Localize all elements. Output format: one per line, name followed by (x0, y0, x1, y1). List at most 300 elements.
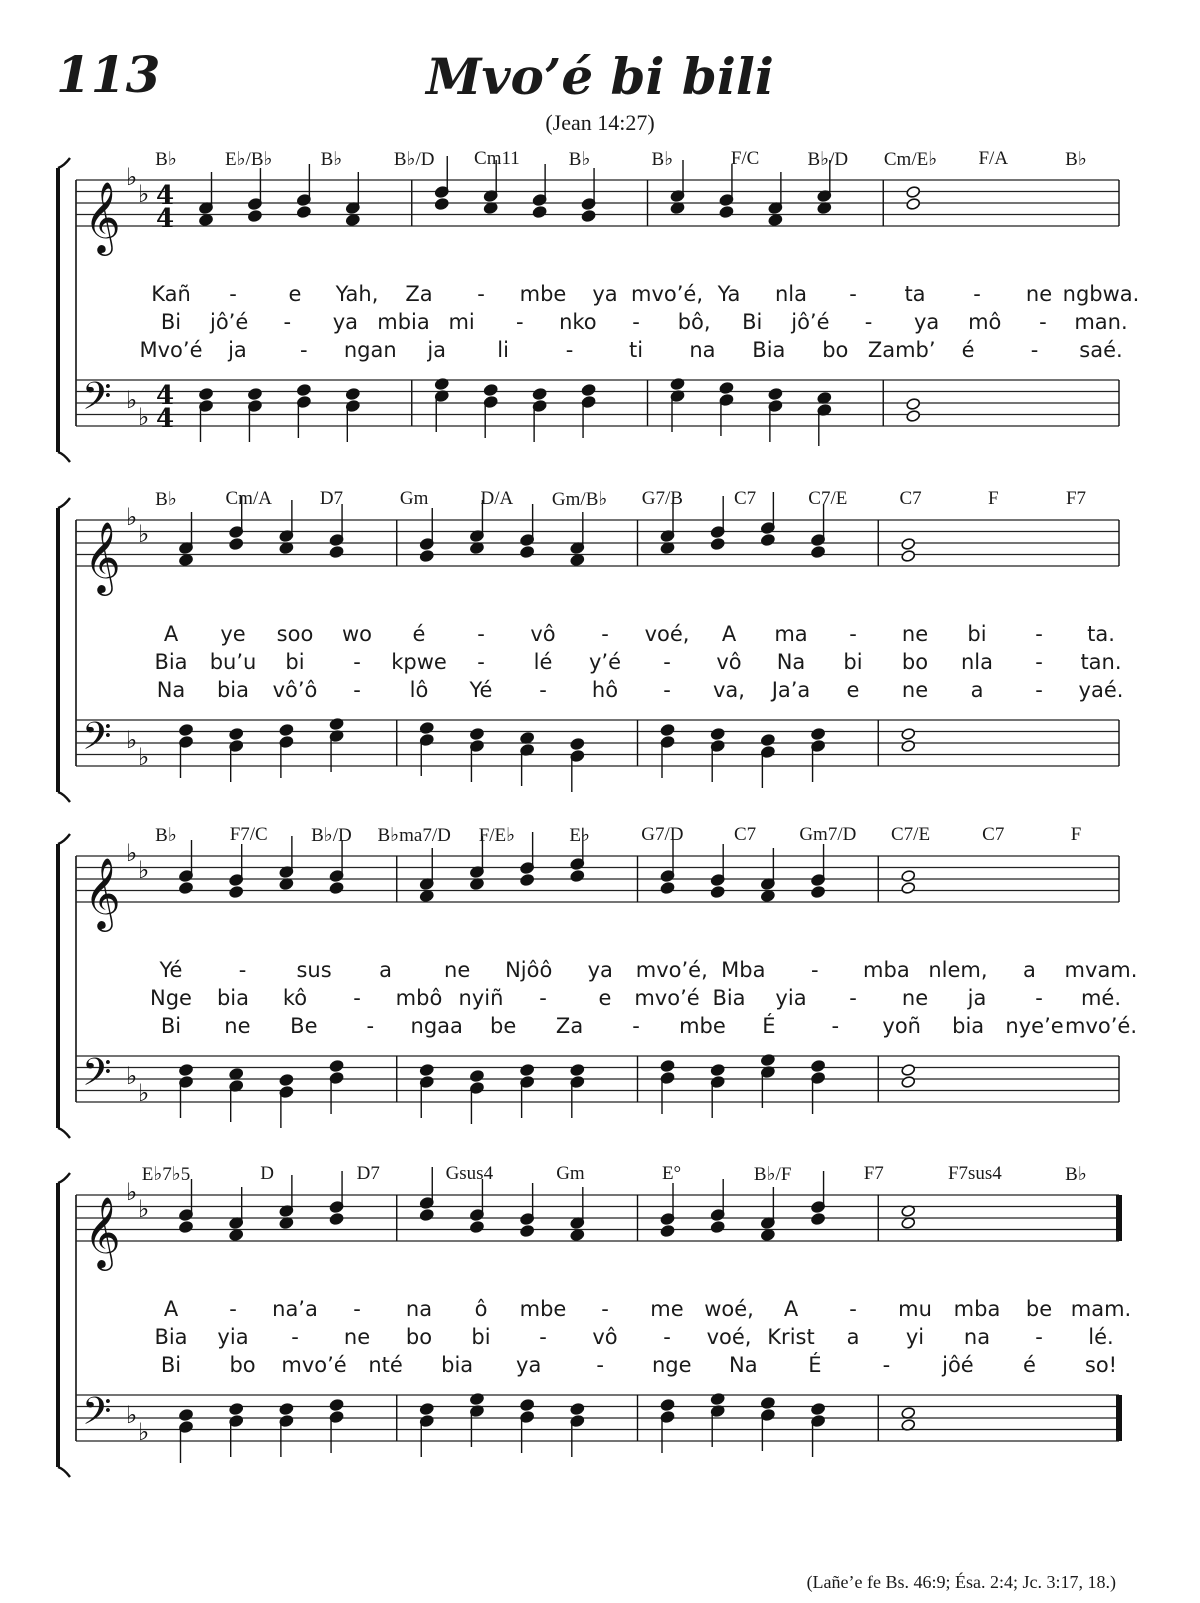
lyric-syllable: ne (901, 622, 929, 646)
note-head (811, 1213, 826, 1226)
lyric-syllable: bia (216, 678, 250, 702)
note-head (719, 382, 734, 395)
lyric-syllable: Bi (742, 310, 763, 334)
note-head (179, 1409, 194, 1422)
note-head (570, 738, 585, 751)
lyric-syllable: vô (716, 650, 742, 674)
lyric-syllable: ya (913, 310, 940, 334)
lyric-syllable: mvo’é. (1064, 1014, 1138, 1038)
lyric-syllable: bia (441, 1353, 474, 1377)
lyric-syllable: - (849, 282, 857, 306)
note-head (483, 384, 498, 397)
time-signature: 4 (156, 181, 175, 211)
lyric-syllable: é (961, 338, 975, 362)
flat-icon: ♭ (138, 520, 150, 548)
note-head (248, 210, 263, 223)
footer-reference: (Lañe’e fe Bs. 46:9; Ésa. 2:4; Jc. 3:17, 18.) (806, 1572, 1116, 1592)
lyric-syllable: ta. (1087, 622, 1115, 646)
lyric-syllable: ngaa (410, 1014, 463, 1038)
lyric-syllable: Njôô (505, 958, 553, 982)
lyric-syllable: bu’u (209, 650, 257, 674)
lyric-syllable: mvam. (1064, 958, 1138, 982)
lyric-syllable: ngbwa. (1062, 282, 1140, 306)
lyric-syllable: e (598, 986, 612, 1010)
treble-staff (76, 180, 1119, 226)
chord-symbol: G7/B (641, 488, 683, 509)
lyric-syllable: nté (368, 1353, 403, 1377)
note-head (229, 1403, 244, 1416)
chord-symbol: F/E♭ (478, 825, 516, 846)
chord-symbol: Gm/B♭ (551, 489, 608, 510)
note-head (760, 534, 775, 547)
note-head (345, 214, 360, 227)
note-head (570, 1229, 585, 1242)
music-system (46, 140, 1140, 460)
lyric-syllable: - (601, 1297, 609, 1321)
lyric-syllable: bi (471, 1325, 491, 1349)
chord-symbol: D7 (319, 488, 344, 509)
note-head (279, 724, 294, 737)
bass-clef-icon: 𝄢 (82, 1388, 112, 1443)
lyric-syllable: Mvo’é (139, 338, 203, 362)
chord-symbol: E♭ (569, 825, 590, 846)
lyric-syllable: Bi (160, 310, 182, 334)
chord-symbol: C7 (982, 824, 1005, 845)
note-head (710, 886, 725, 899)
lyric-syllable: - (663, 1325, 671, 1349)
lyric-syllable: Kañ (151, 282, 191, 306)
scripture-reference: (Jean 14:27) (545, 110, 655, 135)
bass-staff (76, 380, 1119, 426)
lyric-syllable: - (1035, 678, 1043, 702)
chord-symbol: B♭ (1065, 149, 1087, 170)
lyric-syllable: ti (628, 338, 644, 362)
lyric-syllable: mvo’é (634, 986, 700, 1010)
note-head (419, 1403, 434, 1416)
chord-symbol: F (1070, 824, 1082, 845)
lyric-syllable: me (650, 1297, 684, 1321)
note-head (296, 384, 311, 397)
lyric-syllable: - (477, 622, 485, 646)
lyric-syllable: Yé (469, 678, 493, 702)
lyric-syllable: ya (332, 310, 359, 334)
lyric-syllable: ma (774, 622, 808, 646)
lyric-syllable: na (405, 1297, 433, 1321)
note-head (811, 1403, 826, 1416)
lyric-syllable: Za (405, 282, 433, 306)
lyric-syllable: Bia (752, 338, 786, 362)
treble-clef-icon: 𝄞 (84, 856, 121, 929)
treble-clef-icon: 𝄞 (84, 520, 121, 593)
lyric-syllable: Yé (159, 958, 183, 982)
note-head (248, 388, 263, 401)
hymn-title: Mvo’é bi bili (426, 47, 774, 106)
flat-icon: ♭ (126, 1062, 138, 1090)
lyric-syllable: e (846, 678, 860, 702)
note-head (901, 728, 916, 741)
note-head (570, 870, 585, 883)
music-system (46, 480, 1136, 800)
chord-symbol: F7 (863, 1163, 884, 1184)
lyric-syllable: voé, (644, 622, 690, 646)
lyric-syllable: - (283, 310, 292, 334)
lyric-syllable: saé. (1079, 338, 1123, 362)
chord-symbol: C7/E (891, 824, 931, 845)
note-head (229, 886, 244, 899)
flat-icon: ♭ (138, 403, 150, 431)
note-head (906, 186, 921, 199)
note-head (811, 886, 826, 899)
note-head (901, 740, 916, 753)
lyric-syllable: sus (296, 958, 332, 982)
note-head (520, 546, 535, 559)
note-head (329, 1213, 344, 1226)
lyric-syllable: - (811, 958, 819, 982)
lyric-syllable: Ja’a (771, 678, 811, 702)
lyric-syllable: lé. (1088, 1325, 1114, 1349)
lyric-syllable: voé, (706, 1325, 752, 1349)
flat-icon: ♭ (138, 1195, 150, 1223)
lyric-syllable: mam. (1070, 1297, 1132, 1321)
lyric-syllable: bô, (677, 310, 711, 334)
note-head (532, 206, 547, 219)
lyric-syllable: ya (516, 1353, 542, 1377)
note-head (901, 538, 916, 551)
lyric-syllable: Yah, (335, 282, 379, 306)
lyric-syllable: yaé. (1078, 678, 1124, 702)
lyric-syllable: - (601, 622, 609, 646)
flat-icon: ♭ (138, 1418, 150, 1446)
chord-symbol: E° (661, 1163, 682, 1184)
lyric-syllable: ye (220, 622, 246, 646)
time-signature: 4 (156, 381, 175, 411)
note-head (229, 1229, 244, 1242)
lyric-syllable: - (1039, 310, 1047, 334)
lyric-syllable: vô (530, 622, 556, 646)
note-head (660, 1399, 675, 1412)
lyric-syllable: a (1023, 958, 1036, 982)
lyric-syllable: - (849, 622, 857, 646)
lyric-syllable: ta (904, 282, 926, 306)
note-head (470, 1221, 485, 1234)
flat-icon: ♭ (126, 726, 138, 754)
note-head (710, 538, 725, 551)
note-head (570, 1064, 585, 1077)
lyric-syllable: mba (863, 958, 910, 982)
note-head (520, 874, 535, 887)
lyric-syllable: ja (427, 338, 447, 362)
note-head (179, 554, 194, 567)
lyric-syllable: na (963, 1325, 991, 1349)
note-head (660, 1060, 675, 1073)
lyric-syllable: Zamb’ (867, 338, 936, 362)
lyric-syllable: ngan (343, 338, 397, 362)
lyric-syllable: nla (960, 650, 994, 674)
lyric-syllable: - (831, 1014, 840, 1038)
note-head (470, 728, 485, 741)
lyric-syllable: y’é (588, 650, 622, 674)
note-head (901, 870, 916, 883)
lyric-syllable: Mba (721, 958, 766, 982)
note-head (179, 882, 194, 895)
bass-clef-icon: 𝄢 (82, 373, 112, 428)
note-head (660, 882, 675, 895)
chord-symbol: F/C (730, 148, 760, 169)
chord-symbol: D (260, 1163, 274, 1184)
lyric-syllable: so! (1084, 1353, 1118, 1377)
note-head (532, 388, 547, 401)
flat-icon: ♭ (138, 743, 150, 771)
chord-symbol: F7 (1065, 488, 1087, 509)
lyric-syllable: Bi (160, 1014, 182, 1038)
lyric-syllable: - (1035, 650, 1043, 674)
lyric-syllable: bi (285, 650, 305, 674)
treble-clef-icon: 𝄞 (84, 1195, 121, 1268)
lyric-syllable: yia (217, 1325, 249, 1349)
note-head (901, 1076, 916, 1089)
lyric-syllable: bia (216, 986, 250, 1010)
music-system (46, 1155, 1136, 1475)
note-head (719, 206, 734, 219)
lyric-syllable: ne (1025, 282, 1053, 306)
chord-symbol: Gm7/D (799, 824, 857, 845)
note-head (419, 1209, 434, 1222)
chord-symbol: E♭/B♭ (224, 149, 273, 170)
lyric-syllable: É (762, 1014, 776, 1038)
note-head (434, 198, 449, 211)
lyric-syllable: - (353, 678, 361, 702)
lyric-syllable: be (490, 1014, 517, 1038)
note-head (199, 388, 214, 401)
lyric-syllable: - (882, 1353, 891, 1377)
lyric-syllable: ne (343, 1325, 371, 1349)
lyric-syllable: - (539, 986, 547, 1010)
chord-symbol: C7/E (808, 488, 848, 509)
chord-symbol: B♭ (568, 149, 591, 170)
note-head (760, 1229, 775, 1242)
note-head (811, 546, 826, 559)
lyric-syllable: woé, (704, 1297, 754, 1321)
lyric-syllable: a (846, 1325, 860, 1349)
lyric-syllable: bi (843, 650, 863, 674)
chord-symbol: E♭7♭5 (141, 1164, 191, 1185)
lyric-syllable: wo (341, 622, 373, 646)
note-head (570, 554, 585, 567)
lyric-syllable: ne (901, 986, 929, 1010)
lyric-syllable: man. (1074, 310, 1128, 334)
lyric-syllable: mbô (395, 986, 443, 1010)
note-head (901, 882, 916, 895)
lyric-syllable: lô (409, 678, 429, 702)
note-head (419, 890, 434, 903)
lyric-syllable: jô’é (791, 310, 830, 334)
lyric-syllable: mbe (679, 1014, 726, 1038)
lyric-syllable: yia (775, 986, 807, 1010)
note-head (520, 1399, 535, 1412)
chord-symbol: Cm/A (225, 488, 272, 509)
bass-clef-icon: 𝄢 (82, 1049, 112, 1104)
note-head (901, 550, 916, 563)
lyric-syllable: ya (587, 958, 613, 982)
lyric-syllable: - (291, 1325, 299, 1349)
lyric-syllable: nge (651, 1353, 692, 1377)
chord-symbol: F (987, 488, 999, 509)
lyric-syllable: bi (967, 622, 987, 646)
flat-icon: ♭ (126, 386, 138, 414)
note-head (906, 198, 921, 211)
note-head (419, 722, 434, 735)
chord-symbol: B♭/D (393, 149, 435, 170)
lyric-syllable: kô (282, 986, 308, 1010)
lyric-syllable: na (689, 338, 716, 362)
note-head (179, 724, 194, 737)
note-head (811, 728, 826, 741)
lyric-syllable: e (288, 282, 302, 306)
chord-symbol: C7 (899, 488, 922, 509)
lyric-syllable: - (663, 678, 671, 702)
lyric-syllable: - (1035, 622, 1043, 646)
chord-symbol: D/A (480, 488, 514, 509)
lyric-syllable: nlem, (928, 958, 988, 982)
lyric-syllable: lé (533, 650, 553, 674)
lyric-syllable: ya (592, 282, 618, 306)
lyric-syllable: - (353, 986, 361, 1010)
lyric-syllable: mé. (1080, 986, 1122, 1010)
lyric-syllable: - (1035, 1325, 1043, 1349)
note-head (229, 728, 244, 741)
lyric-syllable: Na (776, 650, 806, 674)
chord-symbol: C7 (733, 488, 757, 509)
note-head (660, 724, 675, 737)
flat-icon: ♭ (126, 503, 138, 531)
chord-symbol: F7sus4 (947, 1163, 1002, 1184)
chord-symbol: F/A (978, 148, 1009, 169)
lyric-syllable: - (596, 1353, 605, 1377)
lyric-syllable: a (970, 678, 984, 702)
lyric-syllable: a (379, 958, 393, 982)
lyric-syllable: - (238, 958, 247, 982)
note-head (329, 882, 344, 895)
note-head (768, 388, 783, 401)
lyric-syllable: - (229, 282, 237, 306)
note-head (470, 1070, 485, 1083)
lyric-syllable: - (632, 1014, 640, 1038)
flat-icon: ♭ (138, 1079, 150, 1107)
chord-symbol: B♭ (320, 149, 343, 170)
lyric-syllable: tan. (1080, 650, 1122, 674)
lyric-syllable: ne (224, 1014, 251, 1038)
lyric-syllable: ja (228, 338, 247, 362)
note-head (581, 384, 596, 397)
lyric-syllable: Bi (160, 1353, 182, 1377)
lyric-syllable: bia (952, 1014, 985, 1038)
lyric-syllable: mvo’é, (635, 958, 708, 982)
flat-icon: ♭ (126, 163, 138, 191)
lyric-syllable: A (163, 622, 179, 646)
flat-icon: ♭ (126, 1401, 138, 1429)
lyric-syllable: - (864, 310, 873, 334)
lyric-syllable: Bia (712, 986, 746, 1010)
lyric-syllable: va, (713, 678, 745, 702)
lyric-syllable: mvo’é (281, 1353, 347, 1377)
lyric-syllable: kpwe (391, 650, 447, 674)
lyric-syllable: A (783, 1297, 799, 1321)
chord-symbol: Gm (399, 488, 429, 509)
lyric-syllable: bo (405, 1325, 433, 1349)
time-signature: 4 (156, 204, 175, 234)
lyric-syllable: yi (905, 1325, 925, 1349)
lyric-syllable: bo (229, 1353, 256, 1377)
lyric-syllable: mbe (519, 282, 567, 306)
lyric-syllable: - (1035, 986, 1043, 1010)
lyric-syllable: Krist (767, 1325, 815, 1349)
chord-symbol: B♭ (1065, 1164, 1087, 1185)
note-head (179, 1221, 194, 1234)
flat-icon: ♭ (126, 839, 138, 867)
note-head (520, 1225, 535, 1238)
lyric-syllable: yoñ (882, 1014, 921, 1038)
chord-symbol: B♭ (651, 149, 674, 170)
lyric-syllable: A (163, 1297, 179, 1321)
lyric-syllable: ne (444, 958, 471, 982)
note-head (760, 734, 775, 747)
lyric-syllable: - (366, 1014, 375, 1038)
lyric-syllable: - (539, 678, 547, 702)
note-head (345, 388, 360, 401)
chord-symbol: Cm11 (474, 148, 520, 169)
time-signature: 4 (156, 404, 175, 434)
treble-clef-icon: 𝄞 (84, 180, 121, 253)
lyric-syllable: be (1025, 1297, 1053, 1321)
note-head (710, 1221, 725, 1234)
chord-symbol: B♭ma7/D (377, 825, 451, 846)
lyric-syllable: mô (968, 310, 1002, 334)
lyric-syllable: Bia (154, 1325, 188, 1349)
chord-symbol: B♭/F (753, 1164, 792, 1185)
note-head (710, 728, 725, 741)
note-head (329, 1399, 344, 1412)
note-head (811, 1060, 826, 1073)
note-head (760, 1397, 775, 1410)
lyric-syllable: ô (474, 1297, 488, 1321)
lyric-syllable: - (663, 650, 671, 674)
lyric-syllable: mba (953, 1297, 1001, 1321)
lyric-syllable: nye’e (1005, 1014, 1064, 1038)
note-head (296, 206, 311, 219)
chord-symbol: C7 (733, 824, 757, 845)
bass-clef-icon: 𝄢 (82, 713, 112, 768)
lyric-syllable: mbe (519, 1297, 567, 1321)
lyric-syllable: - (849, 1297, 857, 1321)
lyric-syllable: vô (592, 1325, 618, 1349)
chord-symbol: B♭ (155, 149, 177, 170)
chord-symbol: D7 (356, 1163, 380, 1184)
note-head (906, 398, 921, 411)
lyric-syllable: A (721, 622, 737, 646)
lyric-syllable: Na (156, 678, 186, 702)
flat-icon: ♭ (138, 856, 150, 884)
note-head (710, 1064, 725, 1077)
note-head (329, 546, 344, 559)
note-head (179, 1064, 194, 1077)
note-head (329, 1060, 344, 1073)
music-system (46, 816, 1136, 1136)
lyric-syllable: mu (898, 1297, 932, 1321)
lyric-syllable: Na (729, 1353, 758, 1377)
chord-symbol: B♭ (155, 489, 177, 510)
lyric-syllable: ne (901, 678, 929, 702)
lyric-syllable: mvo’é, (630, 282, 704, 306)
